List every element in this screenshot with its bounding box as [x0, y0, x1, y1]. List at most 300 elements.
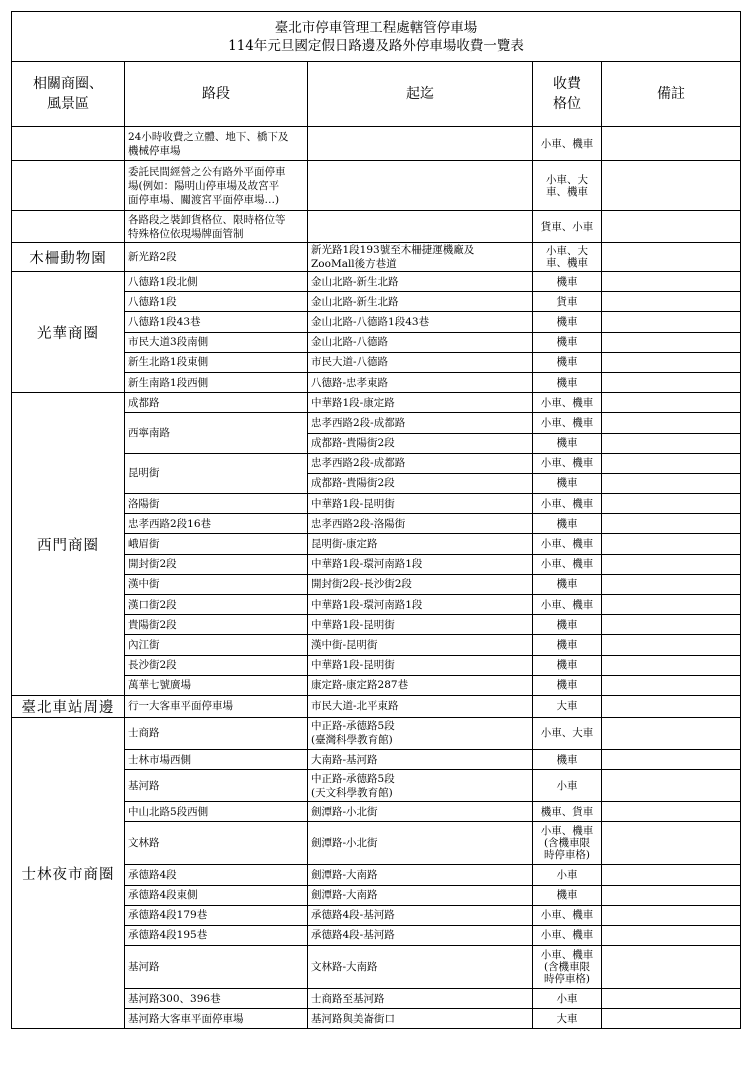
range-cell — [308, 695, 533, 717]
range-cell — [308, 433, 533, 453]
road-cell-line: 昆明街 — [128, 467, 160, 480]
road-cell — [125, 514, 308, 534]
fee-type-cell — [533, 372, 602, 392]
road-cell-line: 委託民間經營之公有路外平面停車 — [128, 165, 286, 178]
range-cell-line: 士商路至基河路 — [311, 992, 385, 1005]
fee-type-cell-line: 機車 — [556, 437, 578, 450]
header-row — [12, 62, 741, 127]
fee-type-cell — [533, 211, 602, 243]
road-cell — [125, 211, 308, 243]
fee-type-cell — [533, 925, 602, 945]
note-cell — [602, 554, 741, 574]
road-cell — [125, 905, 308, 925]
title-line-1: 臺北市停車管理工程處轄管停車場 — [274, 19, 478, 36]
range-cell — [308, 675, 533, 695]
table-row — [12, 211, 741, 243]
note-cell — [602, 243, 741, 272]
header-area-line-2: 風景區 — [47, 96, 89, 112]
fee-type-cell-line: (含機車限 — [543, 961, 591, 974]
road-cell — [125, 494, 308, 514]
note-cell — [602, 433, 741, 453]
fee-type-cell — [533, 554, 602, 574]
range-cell — [308, 655, 533, 675]
table-row — [12, 161, 741, 211]
road-cell — [125, 885, 308, 905]
road-cell — [125, 372, 308, 392]
road-cell-line: 萬華七號廣場 — [128, 679, 191, 692]
range-cell-line: 金山北路-新生北路 — [311, 295, 399, 308]
table-row — [12, 127, 741, 161]
road-cell-line: 開封街2段 — [128, 558, 177, 571]
road-cell — [125, 925, 308, 945]
note-cell — [602, 717, 741, 749]
fee-type-cell-line: 小車、大 — [546, 173, 588, 186]
header-range: 起迄 — [308, 62, 533, 127]
road-cell-line: 特殊格位依現場牌面管制 — [128, 227, 244, 240]
range-cell-line: 開封街2段-長沙街2段 — [311, 578, 412, 591]
range-cell-line: 新光路1段193號至木柵捷運機廠及 — [311, 244, 475, 256]
note-cell — [602, 574, 741, 594]
fee-type-cell — [533, 453, 602, 473]
road-cell-line: 承德路4段179巷 — [128, 909, 208, 922]
area-cell: 木柵動物園 — [12, 243, 125, 272]
range-cell — [308, 292, 533, 312]
fee-type-cell-line: 小車 — [556, 779, 578, 792]
range-cell — [308, 514, 533, 534]
road-cell — [125, 655, 308, 675]
range-cell — [308, 946, 533, 989]
range-cell — [308, 554, 533, 574]
range-cell-line: 大南路-基河路 — [311, 753, 378, 766]
range-cell-line: ZooMall後方巷道 — [311, 258, 397, 270]
road-cell — [125, 332, 308, 352]
range-cell — [308, 312, 533, 332]
range-cell — [308, 272, 533, 292]
range-cell-line: 忠孝西路2段-成都路 — [311, 416, 406, 429]
fee-type-cell — [533, 885, 602, 905]
range-cell-line: 八德路-忠孝東路 — [311, 376, 389, 389]
range-cell — [308, 372, 533, 392]
range-cell-line: 市民大道-八德路 — [311, 356, 389, 369]
road-cell — [125, 292, 308, 312]
road-cell — [125, 534, 308, 554]
road-cell-line: 漢口街2段 — [128, 598, 177, 611]
road-cell — [125, 161, 308, 211]
area-cell-empty — [12, 161, 125, 211]
note-cell — [602, 453, 741, 473]
fee-type-cell-line: 時停車格) — [543, 973, 591, 986]
fee-type-cell — [533, 243, 602, 272]
road-cell — [125, 717, 308, 749]
fee-type-cell-line: 機車 — [556, 275, 578, 288]
range-cell — [308, 905, 533, 925]
fee-type-cell — [533, 655, 602, 675]
fee-type-cell-line: 小車、機車 — [540, 416, 594, 429]
road-cell — [125, 453, 308, 493]
fee-type-cell-line: 小車、機車 — [540, 497, 594, 510]
range-cell — [308, 749, 533, 769]
fee-type-cell — [533, 946, 602, 989]
fee-type-cell — [533, 802, 602, 822]
area-cell: 士林夜市商圈 — [12, 717, 125, 1029]
area-cell: 光華商圈 — [12, 272, 125, 393]
note-cell — [602, 514, 741, 534]
road-cell-line: 成都路 — [128, 396, 160, 409]
note-cell — [602, 332, 741, 352]
fee-type-cell-line: 小車、機車 — [540, 825, 594, 838]
road-cell-line: 機械停車場 — [128, 144, 181, 157]
range-cell-line: 成都路-貴陽街2段 — [311, 477, 395, 490]
header-type-line-1: 收費 — [553, 76, 581, 92]
fee-type-cell — [533, 514, 602, 534]
road-cell-line: 長沙街2段 — [128, 659, 177, 672]
note-cell — [602, 905, 741, 925]
fee-type-cell — [533, 615, 602, 635]
fee-type-cell-line: 時停車格) — [543, 849, 591, 862]
road-cell — [125, 127, 308, 161]
fee-type-cell — [533, 595, 602, 615]
road-cell — [125, 822, 308, 865]
range-cell-line: 金山北路-八德路 — [311, 336, 389, 349]
road-cell-line: 洛陽街 — [128, 497, 160, 510]
note-cell — [602, 695, 741, 717]
fee-type-cell-line: 小車、機車 — [540, 137, 594, 150]
fee-type-cell-line: 小車、機車 — [540, 558, 594, 571]
road-cell — [125, 675, 308, 695]
fee-type-cell-line: 機車 — [556, 578, 578, 591]
road-cell-line: 承德路4段 — [128, 868, 177, 881]
road-cell — [125, 865, 308, 885]
road-cell — [125, 802, 308, 822]
fee-type-cell — [533, 433, 602, 453]
header-area-line-1: 相關商圈、 — [33, 76, 103, 92]
fee-type-cell-line: 車、機車 — [546, 185, 588, 198]
range-cell — [308, 770, 533, 802]
road-cell-line: 內江街 — [128, 638, 160, 651]
fee-type-cell-line: 機車 — [556, 638, 578, 651]
fee-type-cell-line: 小車、大車 — [540, 727, 594, 740]
table-row — [12, 393, 741, 413]
road-cell — [125, 770, 308, 802]
road-cell-line: 24小時收費之立體、地下、橋下及 — [128, 130, 289, 143]
range-cell-line: 中華路1段-環河南路1段 — [311, 598, 423, 611]
road-cell — [125, 595, 308, 615]
road-cell-line: 面停車場、關渡宮平面停車場…) — [128, 193, 280, 206]
fee-type-cell — [533, 272, 602, 292]
fee-type-cell-line: 小車、機車 — [540, 396, 594, 409]
fee-type-cell — [533, 494, 602, 514]
table-row — [12, 243, 741, 272]
note-cell — [602, 127, 741, 161]
fee-type-cell-line: 機車 — [556, 889, 578, 902]
range-cell-line: 劍潭路-大南路 — [311, 889, 378, 902]
note-cell — [602, 770, 741, 802]
road-cell-line: 漢中街 — [128, 578, 160, 591]
range-cell-line: 中華路1段-昆明街 — [311, 659, 395, 672]
note-cell — [602, 865, 741, 885]
road-cell — [125, 749, 308, 769]
title-line-2: 114年元旦國定假日路邊及路外停車場收費一覽表 — [228, 37, 524, 54]
range-cell-line: 基河路與美崙街口 — [311, 1012, 395, 1025]
road-cell — [125, 574, 308, 594]
road-cell-line: 貴陽街2段 — [128, 618, 177, 631]
range-cell — [308, 615, 533, 635]
note-cell — [602, 292, 741, 312]
range-cell-line: 中華路1段-昆明街 — [311, 497, 395, 510]
range-cell-line: 承德路4段-基河路 — [311, 929, 395, 942]
road-cell — [125, 695, 308, 717]
road-cell-line: 士商路 — [128, 727, 160, 740]
range-cell — [308, 494, 533, 514]
note-cell — [602, 161, 741, 211]
range-cell-line: 中正路-承德路5段 — [311, 772, 395, 785]
road-cell — [125, 243, 308, 272]
range-cell — [308, 473, 533, 493]
fee-type-cell-line: 小車 — [556, 868, 578, 881]
road-cell-line: 峨眉街 — [128, 538, 160, 551]
note-cell — [602, 989, 741, 1009]
range-cell — [308, 865, 533, 885]
area-cell-empty — [12, 127, 125, 161]
road-cell — [125, 635, 308, 655]
range-cell — [308, 802, 533, 822]
fee-type-cell-line: 機車 — [556, 753, 578, 766]
range-cell-line: 中華路1段-環河南路1段 — [311, 558, 423, 571]
range-cell-line: 劍潭路-大南路 — [311, 868, 378, 881]
fee-type-cell — [533, 989, 602, 1009]
fee-table-body — [12, 12, 741, 1029]
fee-type-cell — [533, 473, 602, 493]
fee-type-cell-line: 小車、大 — [546, 245, 588, 257]
range-cell — [308, 393, 533, 413]
road-cell — [125, 312, 308, 332]
road-cell — [125, 615, 308, 635]
header-road: 路段 — [125, 62, 308, 127]
area-cell: 西門商圈 — [12, 393, 125, 696]
header-note: 備註 — [602, 62, 741, 127]
fee-type-cell — [533, 675, 602, 695]
fee-type-cell — [533, 534, 602, 554]
header-area — [12, 62, 125, 127]
fee-type-cell — [533, 770, 602, 802]
road-cell-line: 新生南路1段西側 — [128, 376, 209, 389]
table-row — [12, 272, 741, 292]
note-cell — [602, 635, 741, 655]
range-cell — [308, 127, 533, 161]
area-cell: 臺北車站周邊 — [12, 695, 125, 717]
fee-table — [11, 11, 741, 1029]
note-cell — [602, 272, 741, 292]
fee-type-cell-line: 貨車、小車 — [540, 220, 594, 233]
range-cell-line: 金山北路-新生北路 — [311, 275, 399, 288]
fee-type-cell — [533, 352, 602, 372]
note-cell — [602, 595, 741, 615]
header-type — [533, 62, 602, 127]
road-cell — [125, 413, 308, 453]
road-cell-line: 八德路1段北側 — [128, 275, 198, 288]
fee-type-cell-line: 小車、機車 — [540, 949, 594, 962]
range-cell-line: 成都路-貴陽街2段 — [311, 437, 395, 450]
road-cell-line: 行一大客車平面停車場 — [128, 700, 233, 713]
range-cell-line: 劍潭路-小北街 — [311, 837, 378, 850]
header-type-line-2: 格位 — [553, 96, 581, 112]
road-cell-line: 各路段之裝卸貨格位、限時格位等 — [128, 213, 286, 226]
note-cell — [602, 393, 741, 413]
fee-type-cell-line: 機車 — [556, 517, 578, 530]
road-cell-line: 新光路2段 — [128, 251, 177, 263]
fee-type-cell-line: 小車、機車 — [540, 909, 594, 922]
note-cell — [602, 675, 741, 695]
range-cell-line: 忠孝西路2段-成都路 — [311, 457, 406, 470]
road-cell-line: 基河路300、396巷 — [128, 992, 221, 1005]
range-cell-line: 中華路1段-昆明街 — [311, 618, 395, 631]
road-cell-line: 新生北路1段東側 — [128, 356, 209, 369]
range-cell-line: 金山北路-八德路1段43巷 — [311, 315, 430, 328]
fee-type-cell — [533, 312, 602, 332]
note-cell — [602, 352, 741, 372]
range-cell — [308, 332, 533, 352]
fee-type-cell-line: 大車 — [556, 1012, 578, 1025]
fee-type-cell-line: (含機車限 — [543, 837, 591, 850]
fee-type-cell-line: 機車 — [556, 659, 578, 672]
fee-type-cell-line: 機車 — [556, 477, 578, 490]
range-cell — [308, 352, 533, 372]
table-title — [12, 12, 741, 62]
road-cell-line: 忠孝西路2段16巷 — [128, 517, 212, 530]
range-cell-line: (臺灣科學教育館) — [311, 734, 393, 747]
fee-type-cell — [533, 865, 602, 885]
range-cell — [308, 989, 533, 1009]
range-cell — [308, 885, 533, 905]
note-cell — [602, 211, 741, 243]
range-cell-line: 劍潭路-小北街 — [311, 805, 378, 818]
fee-type-cell — [533, 635, 602, 655]
fee-type-cell — [533, 822, 602, 865]
note-cell — [602, 534, 741, 554]
road-cell — [125, 352, 308, 372]
note-cell — [602, 822, 741, 865]
fee-type-cell — [533, 292, 602, 312]
road-cell-line: 八德路1段 — [128, 295, 177, 308]
note-cell — [602, 413, 741, 433]
road-cell-line: 基河路大客車平面停車場 — [128, 1012, 244, 1025]
road-cell — [125, 393, 308, 413]
road-cell-line: 基河路 — [128, 779, 160, 792]
note-cell — [602, 802, 741, 822]
road-cell-line: 承德路4段195巷 — [128, 929, 208, 942]
range-cell — [308, 1009, 533, 1029]
fee-type-cell-line: 機車 — [556, 679, 578, 692]
fee-type-cell-line: 小車 — [556, 992, 578, 1005]
fee-type-cell-line: 機車 — [556, 356, 578, 369]
fee-type-cell — [533, 1009, 602, 1029]
road-cell-line: 市民大道3段南側 — [128, 336, 209, 349]
range-cell-line: 市民大道-北平東路 — [311, 700, 399, 713]
table-row — [12, 717, 741, 749]
note-cell — [602, 655, 741, 675]
note-cell — [602, 312, 741, 332]
range-cell-line: 中正路-承德路5段 — [311, 720, 395, 733]
note-cell — [602, 885, 741, 905]
note-cell — [602, 1009, 741, 1029]
range-cell — [308, 161, 533, 211]
fee-type-cell-line: 機車、貨車 — [540, 805, 594, 818]
area-cell-empty — [12, 211, 125, 243]
fee-type-cell — [533, 332, 602, 352]
range-cell — [308, 925, 533, 945]
range-cell — [308, 534, 533, 554]
range-cell-line: 昆明街-康定路 — [311, 538, 378, 551]
range-cell — [308, 635, 533, 655]
fee-type-cell-line: 車、機車 — [546, 257, 588, 269]
fee-type-cell — [533, 749, 602, 769]
road-cell — [125, 989, 308, 1009]
note-cell — [602, 473, 741, 493]
road-cell — [125, 1009, 308, 1029]
road-cell — [125, 946, 308, 989]
range-cell — [308, 243, 533, 272]
fee-type-cell-line: 機車 — [556, 336, 578, 349]
fee-type-cell — [533, 717, 602, 749]
range-cell-line: 漢中街-昆明街 — [311, 638, 378, 651]
range-cell-line: 中華路1段-康定路 — [311, 396, 395, 409]
range-cell — [308, 453, 533, 473]
note-cell — [602, 494, 741, 514]
note-cell — [602, 372, 741, 392]
range-cell — [308, 595, 533, 615]
range-cell-line: 忠孝西路2段-洛陽街 — [311, 517, 406, 530]
range-cell — [308, 211, 533, 243]
range-cell — [308, 717, 533, 749]
fee-type-cell — [533, 905, 602, 925]
note-cell — [602, 749, 741, 769]
note-cell — [602, 946, 741, 989]
road-cell — [125, 554, 308, 574]
note-cell — [602, 925, 741, 945]
fee-type-cell-line: 機車 — [556, 376, 578, 389]
range-cell-line: 承德路4段-基河路 — [311, 909, 395, 922]
road-cell-line: 基河路 — [128, 961, 160, 974]
fee-type-cell-line: 小車、機車 — [540, 538, 594, 551]
road-cell-line: 西寧南路 — [128, 427, 170, 439]
range-cell — [308, 574, 533, 594]
fee-type-cell-line: 機車 — [556, 618, 578, 631]
road-cell — [125, 272, 308, 292]
road-cell-line: 中山北路5段西側 — [128, 805, 209, 818]
range-cell — [308, 822, 533, 865]
road-cell-line: 士林市場西側 — [128, 753, 191, 766]
road-cell-line: 文林路 — [128, 837, 160, 850]
fee-type-cell-line: 小車、機車 — [540, 598, 594, 611]
range-cell-line: 文林路-大南路 — [311, 961, 378, 974]
fee-type-cell — [533, 393, 602, 413]
title-row — [12, 12, 741, 62]
fee-type-cell — [533, 574, 602, 594]
road-cell-line: 場(例如：陽明山停車場及故宮平 — [128, 179, 280, 192]
fee-type-cell-line: 小車、機車 — [540, 929, 594, 942]
range-cell-line: 康定路-康定路287巷 — [311, 679, 409, 692]
range-cell-line: (天文科學教育館) — [311, 786, 393, 799]
fee-type-cell-line: 大車 — [556, 700, 578, 713]
road-cell-line: 八德路1段43巷 — [128, 315, 201, 328]
table-row — [12, 695, 741, 717]
fee-table-sheet — [11, 11, 740, 1029]
road-cell-line: 承德路4段東側 — [128, 889, 198, 902]
fee-type-cell-line: 貨車 — [556, 295, 578, 308]
fee-type-cell — [533, 695, 602, 717]
fee-type-cell-line: 機車 — [556, 315, 578, 328]
fee-type-cell — [533, 413, 602, 433]
